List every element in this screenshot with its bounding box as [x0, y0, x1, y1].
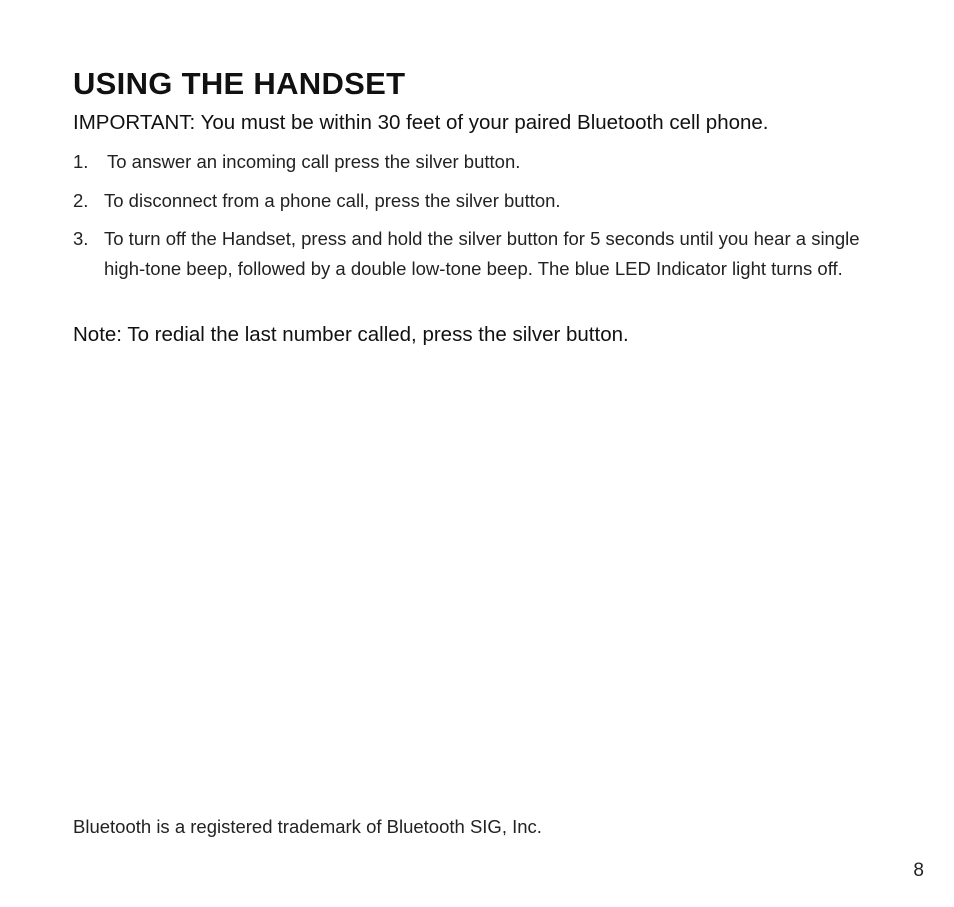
redial-note: Note: To redial the last number called, press the silver button.	[73, 323, 629, 346]
section-title: USING THE HANDSET	[73, 66, 406, 101]
list-item-text: To turn off the Handset, press and hold the silver button for 5 seconds until you hear a single high-tone beep, followed by a double low-tone beep. The blue LED Indicator light turns off.	[104, 228, 860, 279]
list-item-number: 2.	[73, 190, 89, 211]
important-notice: IMPORTANT: You must be within 30 feet of your paired Bluetooth cell phone.	[73, 111, 769, 134]
list-item-number: 3.	[73, 228, 89, 249]
page-number: 8	[913, 860, 924, 881]
list-item	[73, 224, 883, 283]
list-item	[73, 147, 883, 177]
list-item-text: To disconnect from a phone call, press the silver button.	[104, 190, 561, 211]
trademark-footnote: Bluetooth is a registered trademark of Bluetooth SIG, Inc.	[73, 816, 542, 837]
list-item-number: 1.	[73, 151, 89, 172]
list-item	[73, 186, 883, 216]
list-item-text: To answer an incoming call press the silver button.	[107, 151, 521, 172]
